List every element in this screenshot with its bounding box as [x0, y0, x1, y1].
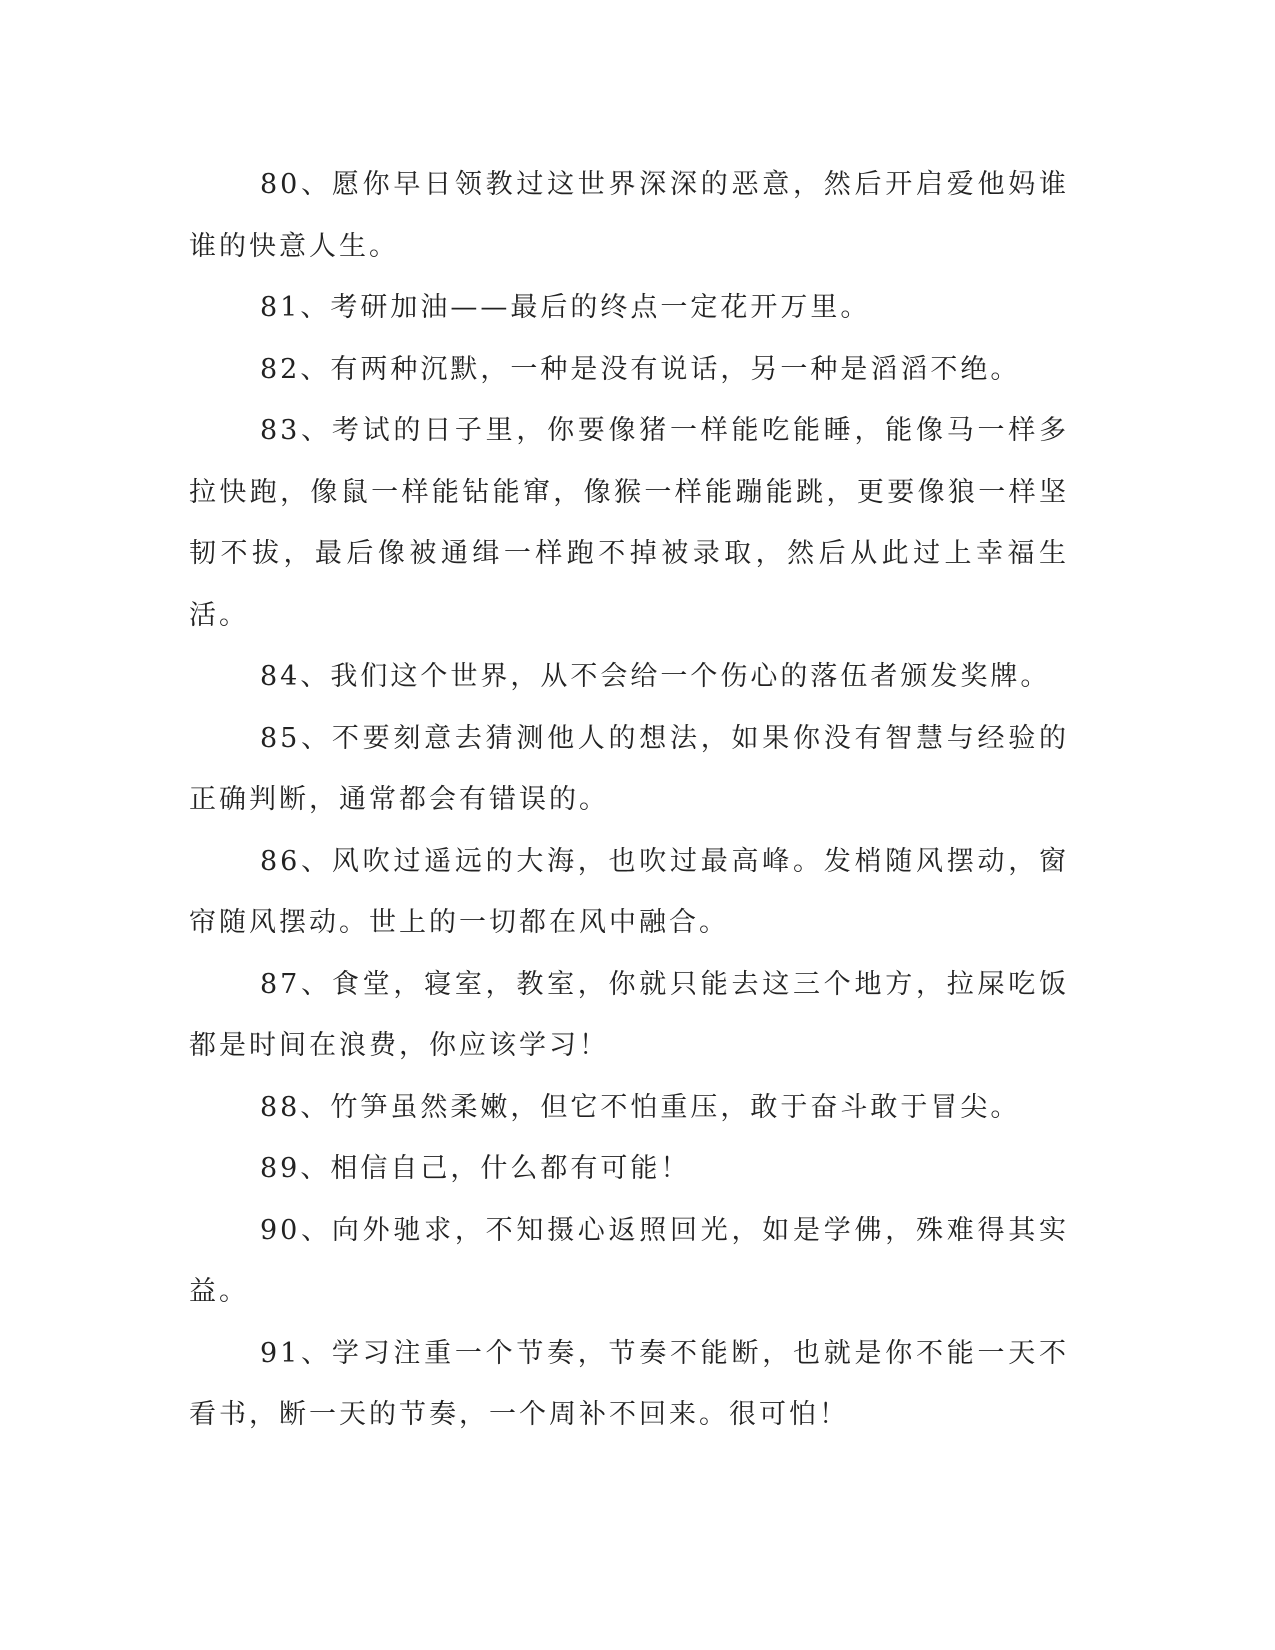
- paragraph-83: 83、考试的日子里，你要像猪一样能吃能睡，能像马一样多拉快跑，像鼠一样能钻能窜，像猴一样能蹦能跳，更要像狼一样坚韧不拔，最后像被通缉一样跑不掉被录取，然后从此过上幸福生活。: [189, 415, 1069, 631]
- paragraph-91: 91、学习注重一个节奏，节奏不能断，也就是你不能一天不看书，断一天的节奏，一个周补不回来。很可怕！: [189, 1337, 1069, 1430]
- paragraph-90: 90、向外驰求，不知摄心返照回光，如是学佛，殊难得其实益。: [189, 1214, 1069, 1307]
- document-body: [189, 154, 1069, 1446]
- paragraph-82: 82、有两种沉默，一种是没有说话，另一种是滔滔不绝。: [260, 353, 1021, 385]
- paragraph-89: 89、相信自己，什么都有可能！: [260, 1153, 691, 1184]
- paragraph-81: 81、考研加油——最后的终点一定花开万里。: [260, 292, 871, 323]
- paragraph-85: 85、不要刻意去猜测他人的想法，如果你没有智慧与经验的正确判断，通常都会有错误的。: [189, 722, 1069, 815]
- paragraph-80: 80、愿你早日领教过这世界深深的恶意，然后开启爱他妈谁谁的快意人生。: [189, 169, 1069, 262]
- paragraph-84: 84、我们这个世界，从不会给一个伤心的落伍者颁发奖牌。: [260, 661, 1051, 692]
- paragraph-87: 87、食堂，寝室，教室，你就只能去这三个地方，拉屎吃饭都是时间在浪费，你应该学习！: [189, 968, 1069, 1061]
- paragraph-88: 88、竹笋虽然柔嫩，但它不怕重压，敢于奋斗敢于冒尖。: [260, 1091, 1021, 1123]
- paragraph-86: 86、风吹过遥远的大海，也吹过最高峰。发梢随风摆动，窗帘随风摆动。世上的一切都在风中融合。: [189, 845, 1069, 938]
